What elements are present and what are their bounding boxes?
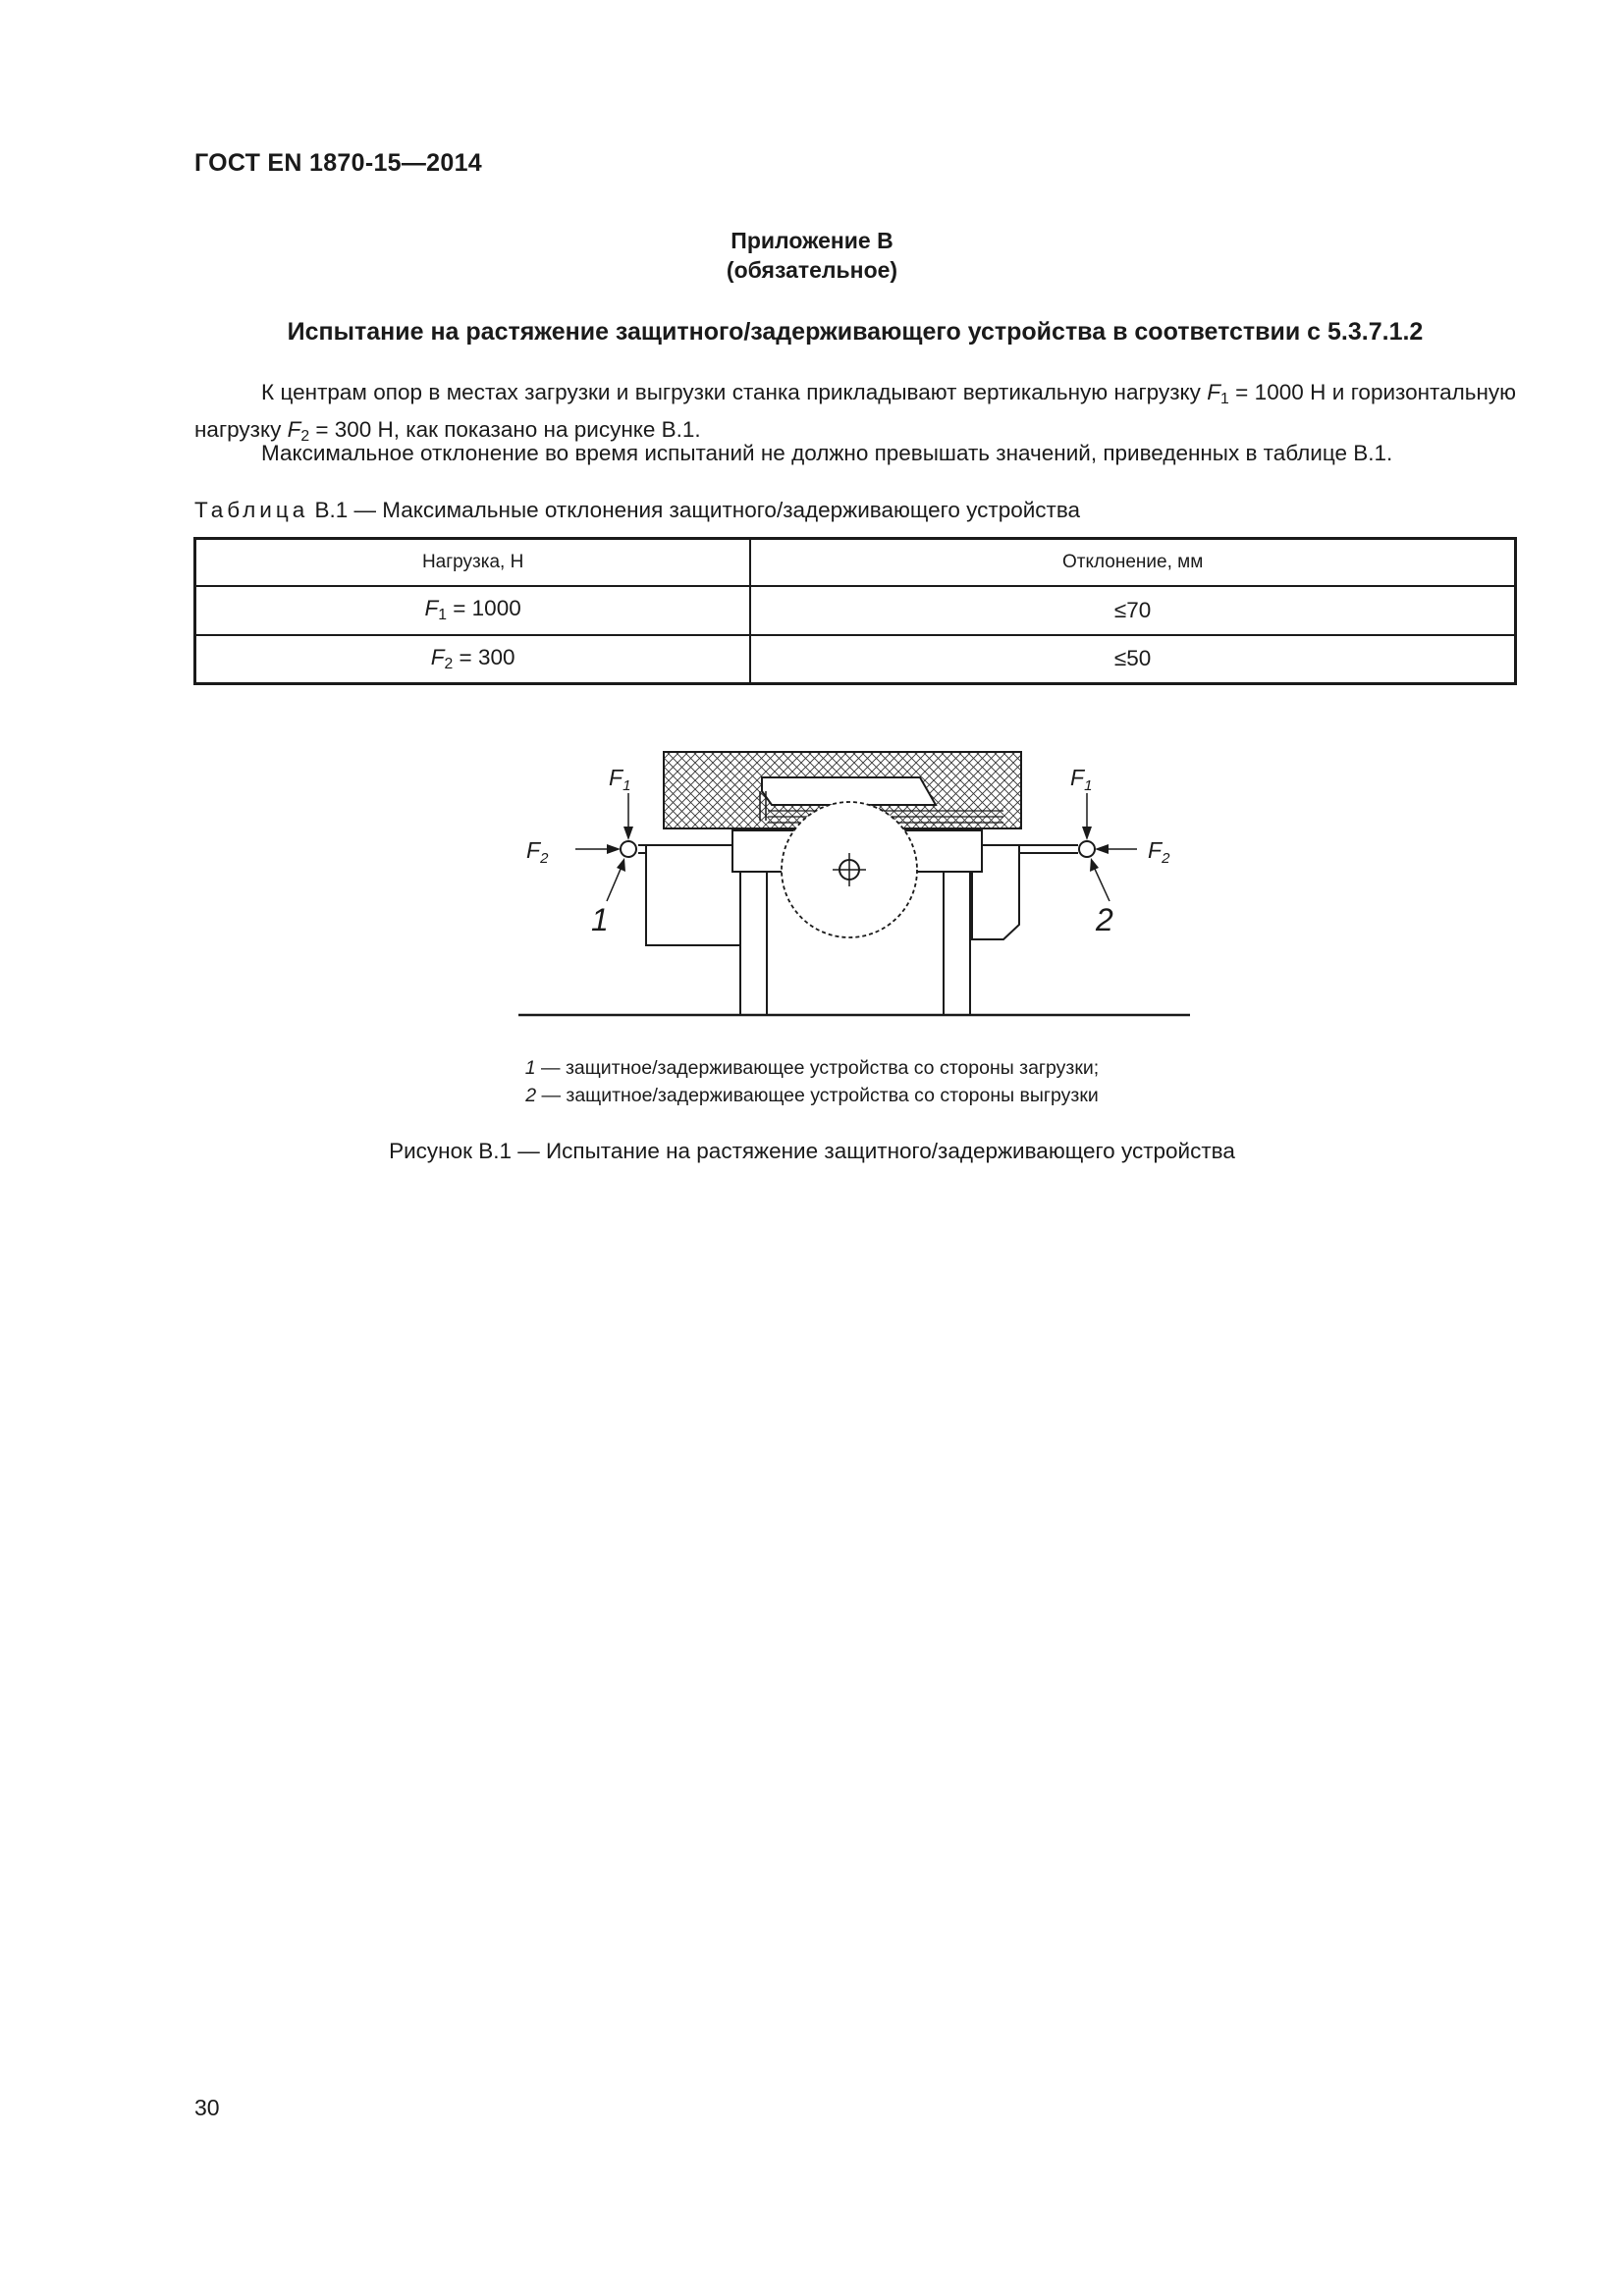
table-cell-load: $F_1 = 1000$ <box>195 586 751 635</box>
svg-text:F2: $F_2$ <box>1148 837 1170 867</box>
table-header-row <box>195 539 1516 586</box>
loading-support-point <box>621 841 636 857</box>
figure-legend <box>0 1054 1624 1109</box>
deflection-table <box>193 537 1517 685</box>
table-row <box>195 586 1516 635</box>
label-f2-left: F <box>526 837 541 863</box>
table-caption: Таблица В.1 — Максимальные отклонения защитного/задерживающего устройства <box>194 498 1081 522</box>
svg-text:F2: $F_2$ <box>526 837 549 867</box>
table-row <box>195 635 1516 684</box>
body-paragraph-1: К центрам опор в местах загрузки и выгрузки станка прикладывают вертикальную нагрузку $F_1 = 1000$ Н и горизонтальную нагрузку $F_2 = 300$ Н, как показано на рисунке В.1. <box>194 380 1516 445</box>
body-paragraph-2: Максимальное отклонение во время испытаний не должно превышать значений, приведенных в таблице В.1. <box>261 441 1393 465</box>
unloading-support-point <box>1079 841 1095 857</box>
legend-item: 2 — защитное/задерживающее устройства со стороны выгрузки <box>525 1085 1099 1106</box>
figure-caption: Рисунок В.1 — Испытание на растяжение защитного/задерживающего устройства <box>389 1139 1235 1163</box>
label-f1-left: F <box>609 765 623 790</box>
item-label-1: 1 <box>591 902 609 937</box>
table-header-cell: Отклонение, мм <box>750 539 1515 586</box>
annex-label: Приложение В <box>731 228 893 253</box>
annex-title: Испытание на растяжение защитного/задерживающего устройства в соответствии с 5.3.7.1.2 <box>287 318 1424 346</box>
table-cell-load: $F_2 = 300$ <box>195 635 751 684</box>
document-header: ГОСТ EN 1870-15—2014 <box>194 149 482 177</box>
svg-text:F1: $F_1$ <box>1070 765 1093 794</box>
table-cell-deflection: ≤70 <box>750 586 1515 635</box>
label-f1-right: F <box>1070 765 1085 790</box>
label-f2-right: F <box>1148 837 1163 863</box>
annex-status: (обязательное) <box>726 257 898 283</box>
legend-item: 1 — защитное/задерживающее устройства со стороны загрузки; <box>524 1057 1100 1079</box>
table-cell-deflection: ≤50 <box>750 635 1515 684</box>
blade-guard <box>762 777 936 805</box>
item-label-2: 2 <box>1096 902 1113 937</box>
figure-b1-diagram <box>501 736 1208 1031</box>
table-header-cell: Нагрузка, Н <box>195 539 751 586</box>
page-number: 30 <box>194 2095 220 2120</box>
annex-heading <box>0 226 1624 285</box>
svg-text:F1: $F_1$ <box>609 765 631 794</box>
